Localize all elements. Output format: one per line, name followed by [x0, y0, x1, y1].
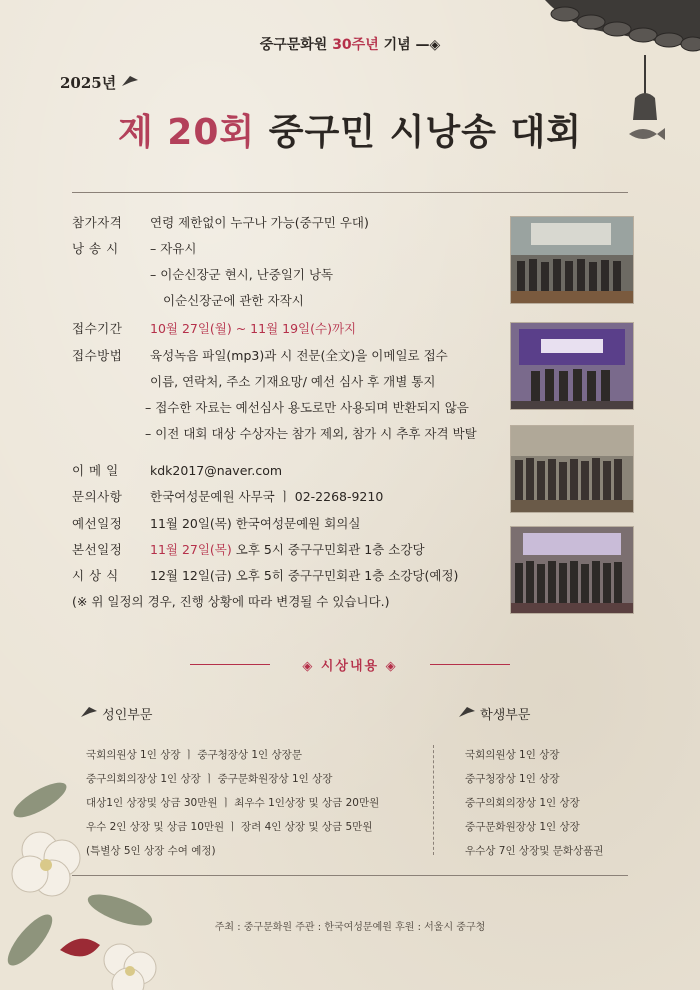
- method-item: 이름, 연락처, 주소 기재요망/ 예선 심사 후 개별 통지: [150, 374, 436, 389]
- final-date: 11월 27일(목): [150, 542, 232, 557]
- page-title: [0, 104, 700, 155]
- column-divider: [433, 745, 434, 855]
- adult-category: [80, 704, 152, 723]
- divider-bottom: [72, 875, 628, 876]
- recitation-label: 낭 송 시: [72, 241, 119, 256]
- adult-award-item: 대상1인 상장및 상금 30만원 ㅣ 최우수 1인상장 및 상금 20만원: [86, 797, 380, 809]
- anniversary-suffix: 기념: [378, 37, 411, 53]
- eligibility-value: 연령 제한없이 누구나 가능(중구민 우대): [150, 215, 369, 230]
- recitation-item: – 자유시: [150, 241, 197, 256]
- recitation-item: – 이순신장군 현시, 난중일기 낭독: [150, 267, 334, 282]
- ornament-line-icon: —◈: [415, 37, 441, 53]
- student-award-item: 국회의원상 1인 상장: [465, 749, 560, 761]
- eligibility-row: [72, 213, 369, 231]
- section-rule-right: [430, 664, 510, 665]
- prelim-row: [72, 514, 360, 532]
- period-value: 10월 27일(월) ~ 11월 19일(수)까지: [150, 321, 357, 336]
- method-item: – 이전 대회 대상 수상자는 참가 제외, 참가 시 추후 자격 박탈: [145, 426, 477, 441]
- brush-ornament-icon: [121, 74, 139, 88]
- student-award-item: 중구청장상 1인 상장: [465, 773, 560, 785]
- method-item: 육성녹음 파일(mp3)과 시 전문(全文)을 이메일로 접수: [150, 348, 448, 363]
- brush-ornament-icon: [80, 705, 98, 719]
- title-main: 중구민 시낭송 대회: [255, 112, 582, 153]
- notice-text: (※ 위 일정의 경우, 진행 상황에 따라 변경될 수 있습니다.): [72, 594, 390, 609]
- title-edition: 제 20회: [118, 112, 256, 153]
- prelim-value: 11월 20일(목) 한국여성문예원 회의실: [150, 516, 361, 531]
- adult-award-item: (특별상 5인 상장 수여 예정): [86, 845, 216, 857]
- contact-label: 문의사항: [72, 489, 123, 504]
- adult-award-item: 중구의회의장상 1인 상장 ㅣ 중구문화원장상 1인 상장: [86, 773, 333, 785]
- email-value[interactable]: kdk2017@naver.com: [150, 463, 283, 478]
- recitation-item: 이순신장군에 관한 자작시: [163, 293, 304, 308]
- awards-section-title: ◈ 시상내용 ◈: [302, 659, 398, 674]
- anniversary-highlight: 30주년: [332, 37, 379, 53]
- adult-award-item: 우수 2인 상장 및 상금 10만원 ㅣ 장려 4인 상장 및 상금 5만원: [86, 821, 373, 833]
- student-award-item: 우수상 7인 상장및 문화상품권: [465, 845, 604, 857]
- email-label: 이 메 일: [72, 463, 119, 478]
- anniversary-banner: [0, 34, 700, 54]
- adult-title: 성인부문: [102, 708, 153, 723]
- recitation-row: [72, 239, 196, 257]
- period-row: [72, 319, 356, 337]
- contact-value: 한국여성문예원 사무국 ㅣ 02-2268-9210: [150, 489, 384, 504]
- event-photo: [510, 216, 634, 304]
- recitation-row-3: [163, 291, 304, 309]
- event-year: [60, 72, 139, 93]
- eligibility-label: 참가자격: [72, 215, 123, 230]
- event-photo: [510, 322, 634, 410]
- award-label: 시 상 식: [72, 568, 119, 583]
- recitation-row-2: [150, 265, 333, 283]
- prelim-label: 예선일정: [72, 516, 123, 531]
- event-photo: [510, 425, 634, 513]
- final-row: [72, 540, 425, 558]
- method-row-2: [150, 372, 435, 390]
- method-item: – 접수한 자료는 예선심사 용도로만 사용되며 반환되지 않음: [145, 400, 469, 415]
- final-label: 본선일정: [72, 542, 123, 557]
- student-title: 학생부문: [480, 708, 531, 723]
- method-row-4: [145, 424, 477, 442]
- award-row: [72, 566, 458, 584]
- period-label: 접수기간: [72, 321, 123, 336]
- method-row-3: [145, 398, 469, 416]
- brush-ornament-icon: [458, 705, 476, 719]
- final-value: 오후 5시 중구구민회관 1층 소강당: [231, 542, 425, 557]
- student-award-item: 중구문화원장상 1인 상장: [465, 821, 580, 833]
- anniversary-prefix: 중구문화원: [259, 37, 333, 53]
- method-row: [72, 346, 448, 364]
- method-label: 접수방법: [72, 348, 123, 363]
- notice-row: [72, 592, 390, 610]
- student-category: [458, 704, 530, 723]
- year-text: 2025년: [60, 74, 117, 92]
- footer-sponsors: 주최 : 중구문화원 주관 : 한국여성문예원 후원 : 서울시 중구청: [214, 922, 486, 933]
- section-title-text: 시상내용: [320, 659, 380, 674]
- adult-award-item: 국회의원상 1인 상장 ㅣ 중구청장상 1인 상장문: [86, 749, 302, 761]
- event-photo: [510, 526, 634, 614]
- divider-top: [72, 192, 628, 193]
- email-row: [72, 461, 282, 479]
- contact-row: [72, 487, 383, 505]
- award-value: 12월 12일(금) 오후 5히 중구구민회관 1층 소강당(예정): [150, 568, 459, 583]
- student-award-item: 중구의회의장상 1인 상장: [465, 797, 580, 809]
